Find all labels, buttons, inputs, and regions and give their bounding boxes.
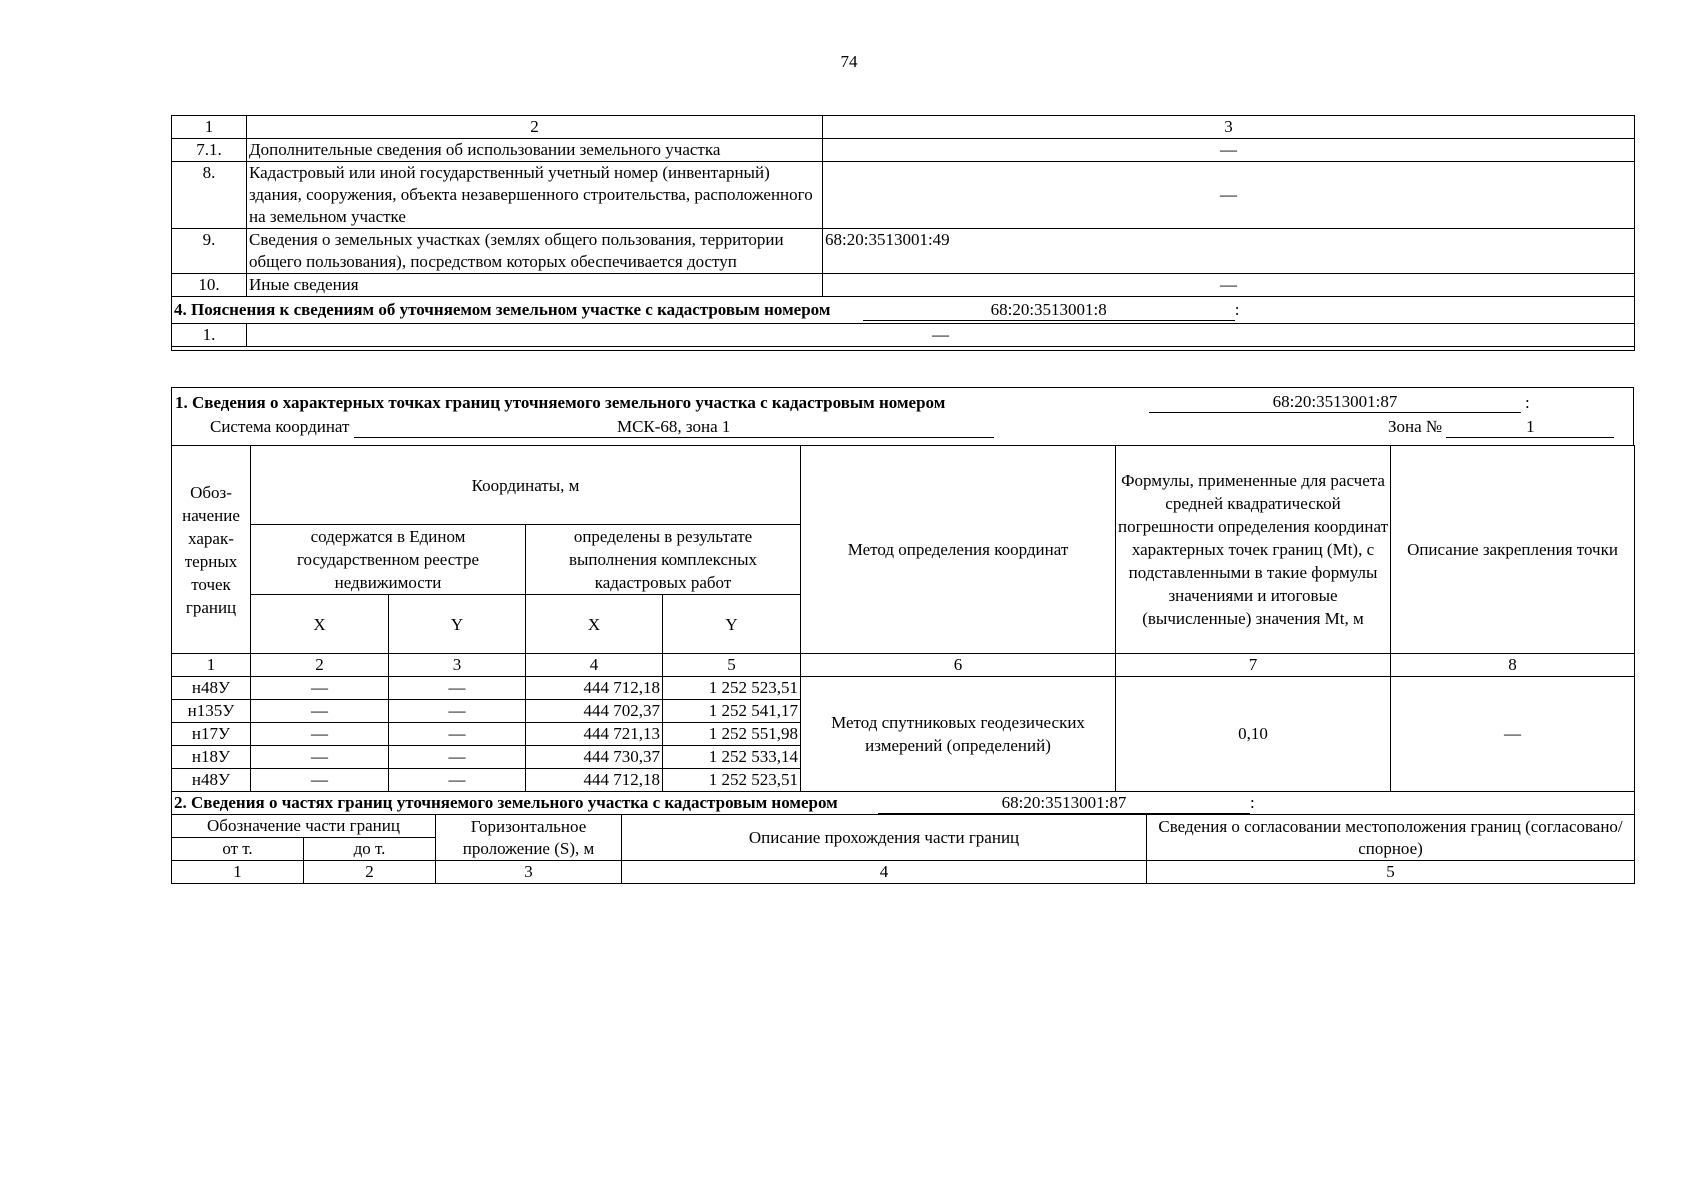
column-number: 5	[1147, 861, 1635, 884]
table-header-row	[172, 815, 1635, 838]
row-number: 10.	[172, 274, 247, 297]
header-to: до т.	[304, 838, 436, 861]
header-part: Обозначение части границ	[172, 815, 436, 838]
coord-system-label: Система координат	[210, 417, 350, 436]
spacer	[172, 347, 1635, 351]
row-name: Кадастровый или иной государственный учетный номер (инвентарный) здания, сооружения, объекта незавершенного строительства, расположенного на земельном участке	[247, 162, 823, 229]
column-numbers-row	[172, 654, 1635, 677]
zone-label: Зона №	[1388, 417, 1443, 436]
row-number: 8.	[172, 162, 247, 229]
row-value: —	[823, 139, 1635, 162]
point-x: 444 730,37	[526, 746, 663, 769]
point-x-egrn: —	[251, 769, 389, 792]
fixation-value: —	[1391, 677, 1635, 792]
header-x: X	[251, 595, 389, 654]
header-from: от т.	[172, 838, 304, 861]
point-y: 1 252 533,14	[663, 746, 801, 769]
points-section-title-line	[175, 392, 1530, 414]
table-row	[172, 162, 1635, 229]
cadastral-number: 68:20:3513001:87	[1149, 392, 1521, 413]
column-number: 2	[247, 116, 823, 139]
header-x: X	[526, 595, 663, 654]
point-x-egrn: —	[251, 723, 389, 746]
colon: :	[1250, 793, 1255, 812]
row-number: 1.	[172, 324, 247, 347]
boundary-parts-table	[171, 791, 1635, 884]
header-coordinates: Координаты, м	[251, 446, 801, 525]
column-number: 2	[251, 654, 389, 677]
point-name: н48У	[172, 769, 251, 792]
cadastral-number: 68:20:3513001:87	[878, 793, 1250, 814]
point-name: н48У	[172, 677, 251, 700]
point-x: 444 712,18	[526, 677, 663, 700]
header-method: Метод определения координат	[801, 446, 1116, 654]
point-y: 1 252 523,51	[663, 769, 801, 792]
row-value: —	[247, 324, 1635, 347]
table-header-row	[172, 446, 1635, 525]
point-y-egrn: —	[389, 723, 526, 746]
column-number: 1	[172, 861, 304, 884]
parts-section-title: 2. Сведения о частях границ уточняемого земельного участка с кадастровым номером	[174, 793, 838, 812]
column-number: 5	[663, 654, 801, 677]
point-x-egrn: —	[251, 700, 389, 723]
column-number: 1	[172, 116, 247, 139]
table-row	[172, 139, 1635, 162]
header-agreement: Сведения о согласовании местоположения границ (согласовано/спорное)	[1147, 815, 1635, 861]
table-row	[172, 677, 1635, 700]
column-number: 8	[1391, 654, 1635, 677]
header-description: Описание прохождения части границ	[622, 815, 1147, 861]
header-point-designation: Обоз- начение харак- терных точек границ	[172, 446, 251, 654]
section-4-title: 4. Пояснения к сведениям об уточняемом земельном участке с кадастровым номером	[174, 300, 831, 319]
method-value: Метод спутниковых геодезических измерений (определений)	[801, 677, 1116, 792]
coord-system-value: МСК-68, зона 1	[354, 417, 994, 438]
zone-value: 1	[1446, 417, 1614, 438]
mt-value: 0,10	[1116, 677, 1391, 792]
table-row	[172, 274, 1635, 297]
point-x-egrn: —	[251, 746, 389, 769]
column-number: 6	[801, 654, 1116, 677]
header-horizontal: Горизонтальное проложение (S), м	[436, 815, 622, 861]
colon: :	[1525, 393, 1530, 412]
point-y: 1 252 541,17	[663, 700, 801, 723]
coord-system-line	[210, 416, 994, 438]
spacer-row	[172, 347, 1635, 351]
point-y-egrn: —	[389, 769, 526, 792]
points-section-title: 1. Сведения о характерных точках границ уточняемого земельного участка с кадастровым номером	[175, 393, 946, 412]
row-name: Иные сведения	[247, 274, 823, 297]
page-number: 74	[840, 52, 858, 71]
point-y-egrn: —	[389, 700, 526, 723]
boundary-points-table	[171, 445, 1635, 792]
column-number: 2	[304, 861, 436, 884]
row-value: 68:20:3513001:49	[823, 229, 1635, 274]
row-name: Сведения о земельных участках (землях общего пользования, территории общего пользования), посредством которых обеспечивается доступ	[247, 229, 823, 274]
column-number: 3	[436, 861, 622, 884]
points-section-header	[171, 387, 1634, 445]
row-value: —	[823, 162, 1635, 229]
section-title-row	[172, 792, 1635, 815]
point-y: 1 252 523,51	[663, 677, 801, 700]
point-x: 444 721,13	[526, 723, 663, 746]
header-y: Y	[389, 595, 526, 654]
row-value: —	[823, 274, 1635, 297]
header-fixation: Описание закрепления точки	[1391, 446, 1635, 654]
point-name: н18У	[172, 746, 251, 769]
row-number: 7.1.	[172, 139, 247, 162]
parts-section-title-cell	[172, 792, 1635, 815]
header-formulas: Формулы, примененные для расчета средней квадратической погрешности определения координат характерных точек границ (Mt), с подставленными в такие формулы значениями и итоговые (вычисленные) значения Mt, м	[1116, 446, 1391, 654]
header-complex: определены в результате выполнения комплексных кадастровых работ	[526, 525, 801, 595]
section-title	[172, 297, 1635, 324]
point-x: 444 702,37	[526, 700, 663, 723]
column-number: 4	[526, 654, 663, 677]
point-y-egrn: —	[389, 746, 526, 769]
column-number: 1	[172, 654, 251, 677]
table-row	[172, 324, 1635, 347]
point-x-egrn: —	[251, 677, 389, 700]
table-header-row	[172, 116, 1635, 139]
header-y: Y	[663, 595, 801, 654]
row-name: Дополнительные сведения об использовании земельного участка	[247, 139, 823, 162]
point-y-egrn: —	[389, 677, 526, 700]
column-number: 3	[389, 654, 526, 677]
colon: :	[1234, 300, 1240, 319]
header-egrn: содержатся в Едином государственном реестре недвижимости	[251, 525, 526, 595]
column-number: 4	[622, 861, 1147, 884]
zone-line	[1388, 416, 1614, 438]
column-numbers-row	[172, 861, 1635, 884]
land-info-table	[171, 115, 1635, 351]
cadastral-number: 68:20:3513001:8	[863, 300, 1235, 321]
point-name: н17У	[172, 723, 251, 746]
column-number: 3	[823, 116, 1635, 139]
column-number: 7	[1116, 654, 1391, 677]
section-title-row	[172, 297, 1635, 324]
point-x: 444 712,18	[526, 769, 663, 792]
table-row	[172, 229, 1635, 274]
row-number: 9.	[172, 229, 247, 274]
point-name: н135У	[172, 700, 251, 723]
point-y: 1 252 551,98	[663, 723, 801, 746]
